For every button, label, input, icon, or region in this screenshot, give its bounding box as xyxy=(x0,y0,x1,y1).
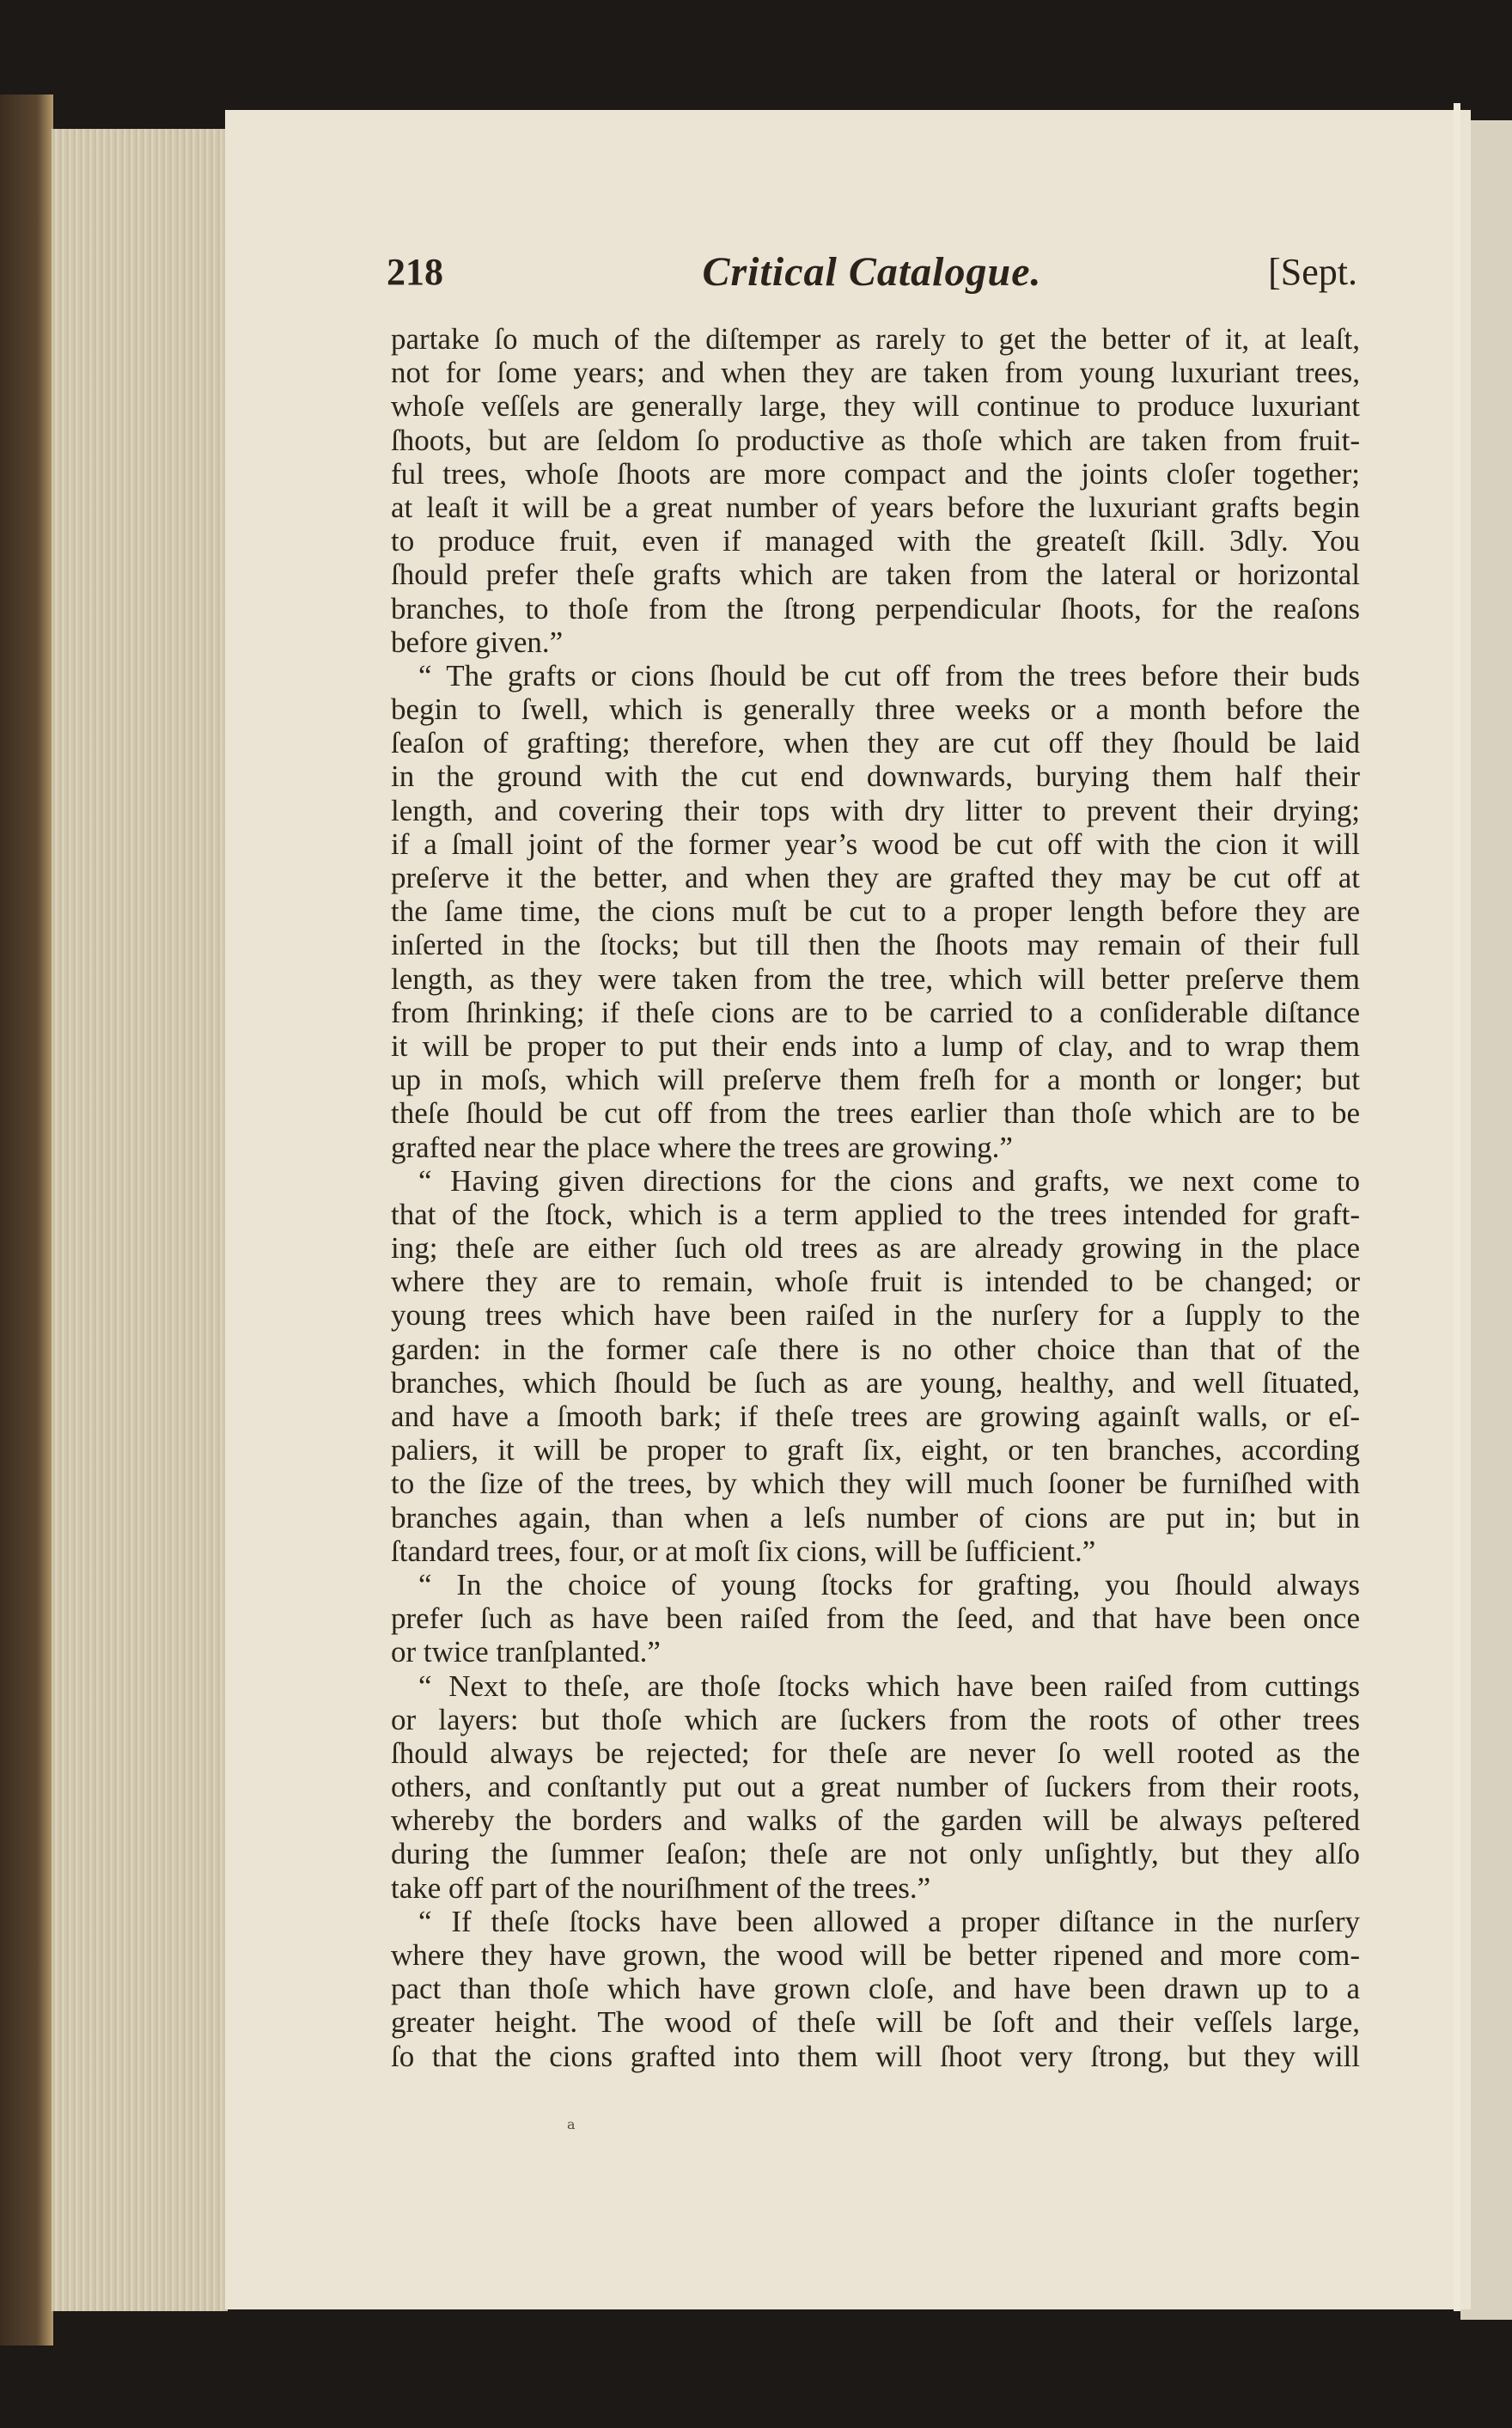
text-line: length, and covering their tops with dry litter to prevent their drying; xyxy=(391,793,1360,827)
text-line: ſhoots, but are ſeldom ſo productive as thoſe which are taken from fruit- xyxy=(391,423,1360,457)
text-line: others, and conſtantly put out a great number of ſuckers from their roots, xyxy=(391,1770,1360,1804)
text-line: “ Having given directions for the cions and grafts, we next come to xyxy=(418,1163,1360,1198)
page-edges xyxy=(52,129,228,2311)
text-line: branches again, than when a leſs number of cions are put in; but in xyxy=(391,1500,1360,1534)
text-line: at leaſt it will be a great number of years before the luxuriant grafts begin xyxy=(391,490,1360,524)
text-line: from ſhrinking; if theſe cions are to be carried to a conſiderable diſtance xyxy=(391,995,1360,1029)
text-line: “ In the choice of young ſtocks for grafting, you ſhould always xyxy=(418,1567,1360,1601)
text-line: ſeaſon of grafting; therefore, when they are cut off they ſhould be laid xyxy=(391,726,1360,760)
text-line: to the ſize of the trees, by which they will much ſooner be furniſhed with xyxy=(391,1467,1360,1501)
text-line: ſhould prefer theſe grafts which are taken from the lateral or horizontal xyxy=(391,558,1360,592)
text-line: begin to ſwell, which is generally three weeks or a month before the xyxy=(391,692,1360,727)
text-line: and have a ſmooth bark; if theſe trees are growing againſt walls, or eſ- xyxy=(391,1400,1360,1433)
text-line: whoſe veſſels are generally large, they will continue to produce luxuriant xyxy=(391,389,1360,424)
text-line: where they have grown, the wood will be better ripened and more com- xyxy=(391,1938,1360,1972)
text-line: paliers, it will be proper to graft ſix, eight, or ten branches, according xyxy=(391,1433,1360,1467)
text-line: where they are to remain, whoſe fruit is intended to be changed; or xyxy=(391,1265,1360,1299)
text-line: length, as they were taken from the tree, which will better preſerve them xyxy=(391,961,1360,996)
text-line: ſhould always be rejected; for theſe are never ſo well rooted as the xyxy=(391,1736,1360,1770)
text-line: ſtandard trees, four, or at moſt ſix cions, will be ſufficient.” xyxy=(391,1534,1096,1568)
book-cover-left xyxy=(0,95,53,2346)
running-month: [Sept. xyxy=(1268,251,1357,293)
text-line: “ The grafts or cions ſhould be cut off from the trees before their buds xyxy=(418,658,1360,692)
text-line: theſe ſhould be cut off from the trees earlier than thoſe which are to be xyxy=(391,1096,1360,1131)
text-line: partake ſo much of the diſtemper as rarely to get the better of it, at leaſt, xyxy=(391,322,1360,356)
text-line: up in moſs, which will preſerve them freſh for a month or longer; but xyxy=(391,1063,1360,1097)
text-line: branches, to thoſe from the ſtrong perpendicular ſhoots, for the reaſons xyxy=(391,591,1360,625)
body-text xyxy=(391,322,1360,2073)
text-line: prefer ſuch as have been raiſed from the ſeed, and that have been once xyxy=(391,1601,1360,1636)
text-line: young trees which have been raiſed in the nurſery for a ſupply to the xyxy=(391,1298,1360,1333)
text-line: ſo that the cions grafted into them will ſhoot very ſtrong, but they will xyxy=(391,2039,1360,2073)
text-line: grafted near the place where the trees are growing.” xyxy=(391,1130,1013,1164)
text-line: if a ſmall joint of the former year’s wood be cut off with the cion it will xyxy=(391,827,1360,861)
text-line: before given.” xyxy=(391,625,564,659)
text-line: preſerve it the better, and when they are grafted they may be cut off at xyxy=(391,861,1360,894)
text-line: branches, which ſhould be ſuch as are young, healthy, and well ſituated, xyxy=(391,1365,1360,1400)
text-line: during the ſummer ſeaſon; theſe are not only unſightly, but they alſo xyxy=(391,1837,1360,1871)
text-line: that of the ſtock, which is a term applied to the trees intended for graft- xyxy=(391,1197,1360,1231)
text-line: ful trees, whoſe ſhoots are more compact and the joints cloſer together; xyxy=(391,456,1360,491)
text-line: or twice tranſplanted.” xyxy=(391,1635,661,1669)
page-header xyxy=(387,245,1357,305)
text-line: in the ground with the cut end downwards, burying them half their xyxy=(391,760,1360,794)
text-line: take off part of the nouriſhment of the trees.” xyxy=(391,1870,931,1905)
text-line: greater height. The wood of theſe will be ſoft and their veſſels large, xyxy=(391,2005,1360,2040)
text-line: pact than thoſe which have grown cloſe, and have been drawn up to a xyxy=(391,1972,1360,2006)
page-number: 218 xyxy=(387,251,443,293)
text-line: inſerted in the ſtocks; but till then the ſhoots may remain of their full xyxy=(391,928,1360,962)
text-line: ing; theſe are either ſuch old trees as are already growing in the place xyxy=(391,1231,1360,1266)
text-line: “ If theſe ſtocks have been allowed a proper diſtance in the nurſery xyxy=(418,1904,1360,1938)
text-line: not for ſome years; and when they are taken from young luxuriant trees, xyxy=(391,356,1360,390)
text-line: garden: in the former caſe there is no other choice than that of the xyxy=(391,1332,1360,1366)
text-line: to produce fruit, even if managed with the greateſt ſkill. 3dly. You xyxy=(391,524,1360,558)
text-line: the ſame time, the cions muſt be cut to a proper length before they are xyxy=(391,894,1360,929)
running-title: Critical Catalogue. xyxy=(702,249,1042,295)
gutter-right xyxy=(1454,103,1460,2311)
text-line: it will be proper to put their ends into a lump of clay, and to wrap them xyxy=(391,1028,1360,1063)
text-line: or layers: but thoſe which are ſuckers from the roots of other trees xyxy=(391,1702,1360,1736)
catchword: a xyxy=(567,2116,576,2132)
text-line: “ Next to theſe, are thoſe ſtocks which have been raiſed from cuttings xyxy=(418,1668,1360,1703)
text-line: whereby the borders and walks of the garden will be always peſtered xyxy=(391,1803,1360,1838)
